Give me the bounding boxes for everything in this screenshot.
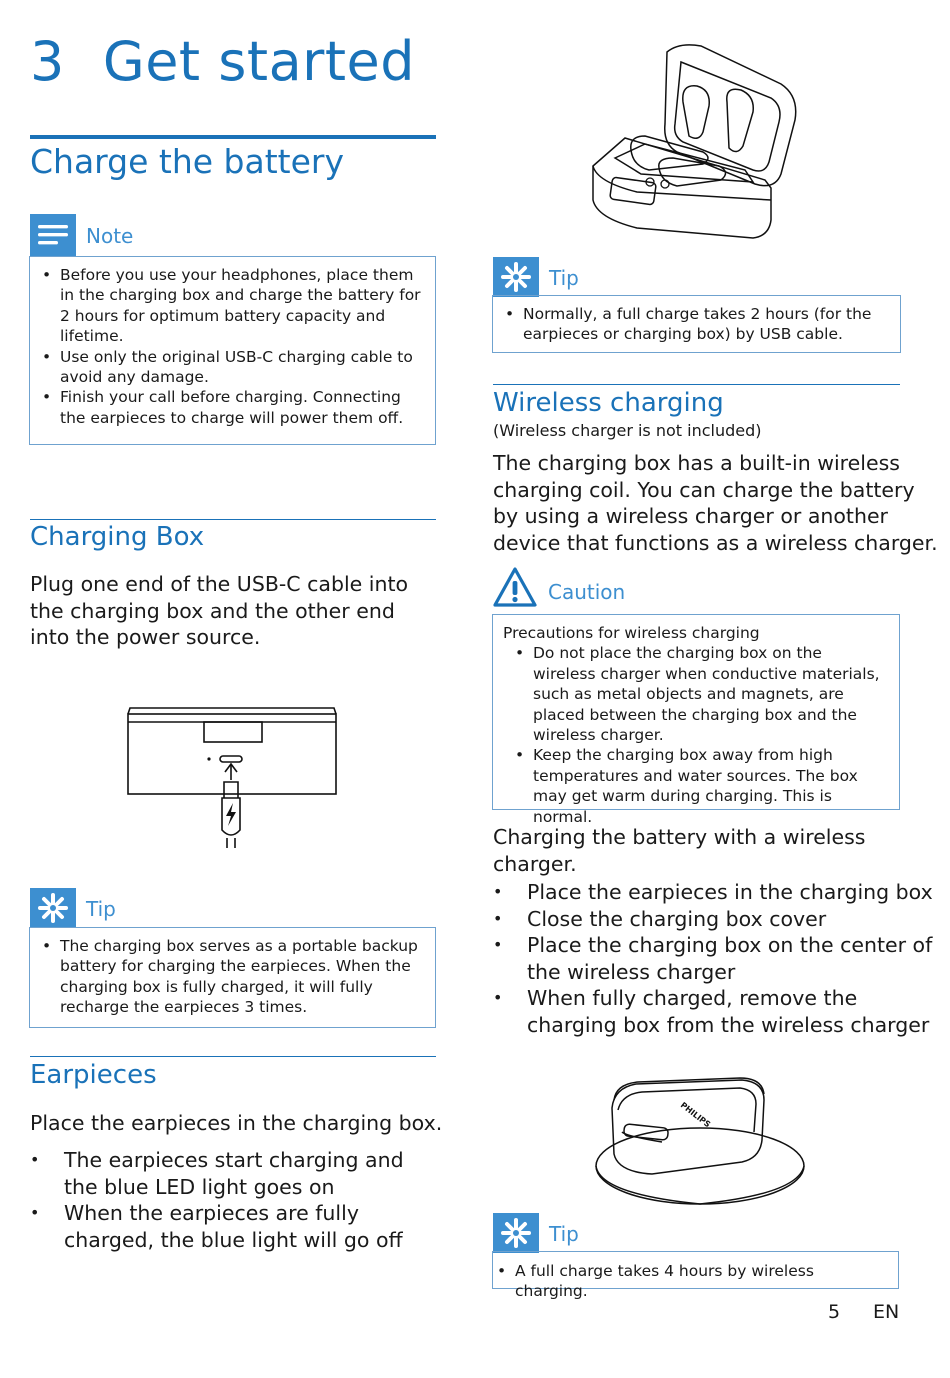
chapter-title: Get started bbox=[102, 30, 416, 93]
list-item: • A full charge takes 4 hours by wireless charging. bbox=[515, 1261, 888, 1302]
caution-box bbox=[492, 614, 900, 826]
brand-logo-text: PHILIPS bbox=[678, 1100, 713, 1130]
wireless-title: Wireless charging bbox=[493, 388, 724, 418]
section-rule bbox=[30, 135, 436, 139]
caution-icon bbox=[492, 566, 538, 608]
section-title: Charge the battery bbox=[30, 142, 344, 181]
list-item: • When fully charged, remove the charging box from the wireless charger bbox=[493, 985, 933, 1038]
list-item: • Normally, a full charge takes 2 hours (for the earpieces or charging box) by USB cable. bbox=[523, 304, 890, 345]
list-item: • Do not place the charging box on the wireless charger when conductive materials, such as metal objects and magnets, are placed between the charging box and the wireless charger. bbox=[533, 643, 889, 745]
list-item: • Use only the original USB-C charging cable to avoid any damage. bbox=[60, 347, 425, 388]
subsection-rule bbox=[30, 1056, 436, 1057]
note-box bbox=[29, 256, 436, 445]
wireless-subtitle: (Wireless charger is not included) bbox=[493, 421, 762, 440]
earpieces-list bbox=[30, 1147, 440, 1253]
list-item: • Close the charging box cover bbox=[493, 906, 933, 933]
tip-box bbox=[492, 295, 901, 353]
steps-list bbox=[493, 879, 933, 1038]
earpieces-title: Earpieces bbox=[30, 1060, 157, 1090]
tip-label: Tip bbox=[549, 1222, 579, 1246]
list-item: • Before you use your headphones, place them in the charging box and charge the battery for 2 hours for optimum battery capacity and lifetime. bbox=[60, 265, 425, 347]
charging-box-title: Charging Box bbox=[30, 522, 205, 552]
tip-label: Tip bbox=[549, 266, 579, 290]
language-code: EN bbox=[873, 1301, 900, 1323]
chapter-heading bbox=[30, 30, 415, 93]
list-item: • Place the charging box on the center of the wireless charger bbox=[493, 932, 933, 985]
subsection-rule bbox=[493, 384, 900, 385]
wireless-text: The charging box has a built-in wireless charging coil. You can charge the battery by using a wireless charger or another device that functions as a wireless charger. bbox=[493, 451, 938, 555]
chapter-number: 3 bbox=[30, 30, 65, 93]
list-item: • When the earpieces are fully charged, the blue light will go off bbox=[30, 1200, 440, 1253]
list-item: • The earpieces start charging and the blue LED light goes on bbox=[30, 1147, 440, 1200]
steps-intro: Charging the battery with a wireless charger. bbox=[493, 825, 866, 876]
subsection-rule bbox=[30, 519, 436, 520]
caution-heading: Precautions for wireless charging bbox=[503, 624, 760, 642]
open-case-illustration bbox=[585, 40, 805, 272]
tip-icon bbox=[30, 888, 76, 928]
tip-icon bbox=[493, 257, 539, 297]
charging-box-text: Plug one end of the USB-C cable into the charging box and the other end into the power source. bbox=[30, 572, 409, 649]
note-label: Note bbox=[86, 224, 134, 248]
tip-icon bbox=[493, 1213, 539, 1253]
tip-box bbox=[29, 927, 436, 1028]
list-item: • The charging box serves as a portable backup battery for charging the earpieces. When the charging box is fully charged, it will fully recharge the earpieces 3 times. bbox=[60, 936, 425, 1018]
page-number: 5 bbox=[828, 1301, 841, 1323]
list-item: • Place the earpieces in the charging box bbox=[493, 879, 933, 906]
note-icon bbox=[30, 214, 76, 256]
earpieces-text: Place the earpieces in the charging box. bbox=[30, 1111, 443, 1135]
tip-label: Tip bbox=[86, 897, 116, 921]
list-item: • Keep the charging box away from high temperatures and water sources. The box may get warm during charging. This is normal. bbox=[533, 745, 889, 827]
list-item: • Finish your call before charging. Connecting the earpieces to charge will power them off. bbox=[60, 387, 425, 428]
caution-label: Caution bbox=[548, 580, 626, 604]
tip-box bbox=[492, 1251, 899, 1301]
charging-box-usb-illustration bbox=[120, 700, 345, 855]
wireless-charger-illustration bbox=[592, 1076, 807, 1211]
